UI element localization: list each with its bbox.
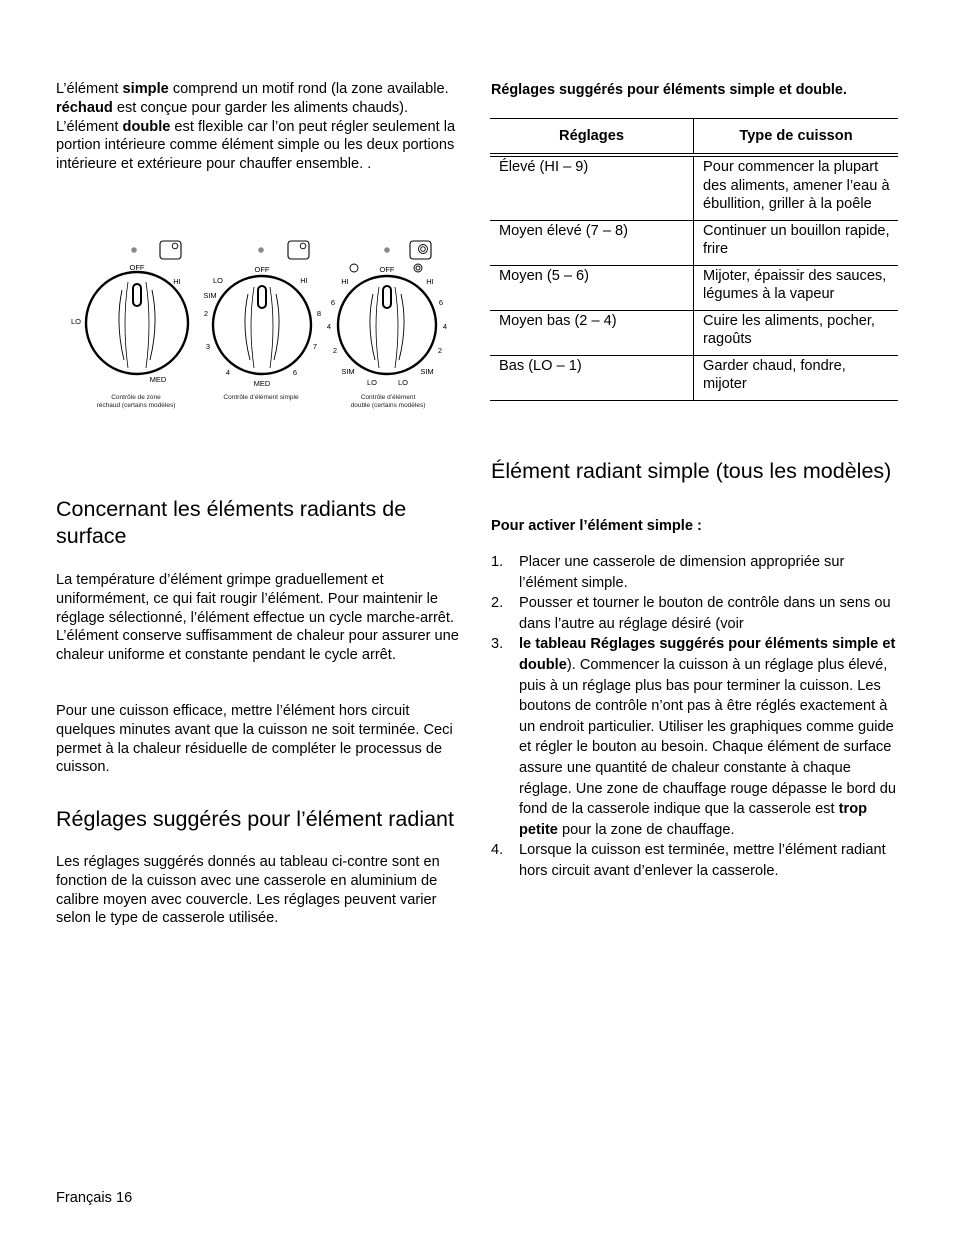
intro-text-3: est conçue pour garder les aliments chauds). L’élément bbox=[56, 99, 409, 135]
step-text-end: pour la zone de chauffage. bbox=[557, 821, 735, 838]
table-cell-cooking: Continuer un bouillon rapide, frire bbox=[694, 220, 899, 265]
step-number: 4. bbox=[491, 842, 504, 859]
knob1-lo-label: LO bbox=[70, 317, 82, 326]
knob3-off-label: OFF bbox=[379, 265, 395, 274]
knob3-2-left-label: 2 bbox=[332, 346, 338, 355]
knob-warming-zone bbox=[71, 241, 188, 384]
knob1-caption bbox=[66, 394, 206, 410]
knob3-lo-left-label: LO bbox=[366, 378, 378, 387]
knob3-lo-right-label: LO bbox=[397, 378, 409, 387]
knob1-caption-line2: réchaud (certains modèles) bbox=[96, 402, 176, 409]
table-cell-setting: Moyen bas (2 – 4) bbox=[490, 310, 694, 355]
table-header-settings: Réglages bbox=[490, 119, 694, 156]
step-number: 1. bbox=[491, 554, 504, 570]
section1-paragraph-2: Pour une cuisson efficace, mettre l’élément hors circuit quelques minutes avant que la cuisson ne soit terminée. Ceci permet à la chaleur résiduelle de compléter le processus de cuisson. bbox=[56, 703, 453, 776]
indicator-dot-icon bbox=[131, 247, 137, 253]
knob2-7-label: 7 bbox=[312, 342, 318, 351]
steps-list bbox=[491, 552, 897, 882]
knob3-2-right-label: 2 bbox=[437, 346, 443, 355]
intro-paragraph bbox=[56, 80, 468, 174]
knob3-caption-line2: double (certains modèles) bbox=[350, 402, 426, 409]
indicator-dot-icon bbox=[384, 247, 390, 253]
step-text: Pousser et tourner le bouton de contrôle dans un sens ou dans l’autre au réglage désiré (voir bbox=[519, 595, 891, 632]
knob3-4-left-label: 4 bbox=[326, 322, 332, 331]
knob2-sim-label: SIM bbox=[203, 291, 217, 300]
section-title-single-element: Élément radiant simple (tous les modèles) bbox=[491, 459, 892, 483]
table-cell-setting: Élevé (HI – 9) bbox=[490, 155, 694, 220]
step-bold-table-reference: le tableau Réglages suggérés pour éléments simple et double bbox=[519, 636, 896, 673]
single-zone-icon bbox=[350, 264, 358, 272]
knob3-hi-right-label: HI bbox=[426, 277, 434, 286]
step-number: 3. bbox=[491, 636, 504, 653]
table-cell-setting: Bas (LO – 1) bbox=[490, 355, 694, 400]
intro-text-1: L’élément bbox=[56, 81, 123, 97]
element-position-icon bbox=[288, 241, 309, 259]
list-item bbox=[491, 840, 897, 881]
page-footer: Français 16 bbox=[56, 1190, 133, 1206]
knob2-lo-label: LO bbox=[212, 276, 224, 285]
knob3-caption-line1: Contrôle d’élément bbox=[360, 394, 416, 401]
table-row bbox=[490, 310, 898, 355]
section2-paragraph: Les réglages suggérés donnés au tableau ci-contre sont en fonction de la cuisson avec une casserole en aluminium de calibre moyen avec couvercle. Les réglages peuvent varier selon le type de casserole utilisée. bbox=[56, 854, 440, 927]
knob2-6-label: 6 bbox=[292, 368, 298, 377]
list-item bbox=[491, 593, 897, 634]
knob2-med-label: MED bbox=[253, 379, 271, 388]
table-cell-setting: Moyen (5 – 6) bbox=[490, 265, 694, 310]
table-cell-cooking: Pour commencer la plupart des aliments, amener l’eau à ébullition, griller à la poêle bbox=[694, 155, 899, 220]
knob1-med-label: MED bbox=[149, 375, 167, 384]
table-cell-setting: Moyen élevé (7 – 8) bbox=[490, 220, 694, 265]
step-text: Lorsque la cuisson est terminée, mettre l’élément radiant hors circuit avant d’enlever la casserole. bbox=[519, 842, 886, 879]
table-header-row bbox=[490, 119, 898, 156]
knob1-hi-label: HI bbox=[173, 277, 181, 286]
list-item bbox=[491, 634, 897, 840]
step-text: Placer une casserole de dimension appropriée sur l’élément simple. bbox=[519, 554, 845, 591]
knob3-4-right-label: 4 bbox=[442, 322, 448, 331]
table-cell-cooking: Cuire les aliments, pocher, ragoûts bbox=[694, 310, 899, 355]
knob3-6-right-label: 6 bbox=[438, 298, 444, 307]
knob3-sim-right-label: SIM bbox=[420, 367, 434, 376]
table-row bbox=[490, 265, 898, 310]
knob2-caption bbox=[196, 394, 326, 402]
table-cell-cooking: Mijoter, épaissir des sauces, légumes à la vapeur bbox=[694, 265, 899, 310]
table-row bbox=[490, 155, 898, 220]
knob1-off-label: OFF bbox=[129, 263, 145, 272]
knob2-off-label: OFF bbox=[254, 265, 270, 274]
intro-text-4: est flexible car l’on peut régler seulement la portion intérieure comme élément simple ou les deux portions intérieure et extérieure pour chauffer ensemble. . bbox=[56, 118, 456, 173]
knob2-caption-line1: Contrôle d’élément simple bbox=[223, 394, 299, 401]
table-row bbox=[490, 355, 898, 400]
step-text: ). Commencer la cuisson à un réglage plus élevé, puis à un réglage plus bas pour terminer la cuisson. Les boutons de contrôle n’ont pas à être réglés exactement à un endroit particulier. Utiliser les graphiques comme guide et régler le bouton au besoin. Chaque élément de surface assure une quantité de chaleur constante à chaque réglage. Une zone de chauffage rouge dépasse le bord du fond de la casserole indique que la casserole est bbox=[519, 656, 897, 818]
element-position-icon bbox=[160, 241, 181, 259]
knob-single-element bbox=[203, 241, 321, 388]
table-row bbox=[490, 220, 898, 265]
section-title-radiant-elements: Concernant les éléments radiants de surface bbox=[56, 497, 407, 548]
step-number: 2. bbox=[491, 595, 504, 612]
intro-text-2: comprend un motif rond (la zone available. bbox=[168, 81, 449, 97]
knob3-hi-left-label: HI bbox=[341, 277, 349, 286]
knob2-8-label: 8 bbox=[316, 309, 322, 318]
control-knobs-illustration bbox=[60, 232, 460, 422]
knob-double-element bbox=[327, 241, 447, 387]
knob2-2-label: 2 bbox=[203, 309, 209, 318]
indicator-dot-icon bbox=[258, 247, 264, 253]
section1-paragraph-1: La température d’élément grimpe graduellement et uniformément, ce qui fait rougir l’élément. Pour maintenir le réglage sélectionné, l’élément effectue un cycle marche-arrêt. L’élément conserve suffisamment de chaleur pour assurer une chaleur uniforme et constante pendant le cycle arrêt. bbox=[56, 572, 459, 664]
step-bold-too-small: trop petite bbox=[519, 801, 868, 838]
knob1-caption-line1: Contrôle de zone bbox=[111, 394, 161, 401]
table-cell-cooking: Garder chaud, fondre, mijoter bbox=[694, 355, 899, 400]
intro-bold-rechaud: réchaud bbox=[56, 99, 113, 116]
section-title-suggested-settings: Réglages suggérés pour l’élément radiant bbox=[56, 807, 454, 831]
knob2-4-label: 4 bbox=[225, 368, 231, 377]
table-header-cooking-type: Type de cuisson bbox=[694, 119, 899, 156]
knob2-3-label: 3 bbox=[205, 342, 211, 351]
list-item bbox=[491, 552, 897, 593]
table-title: Réglages suggérés pour éléments simple et double. bbox=[491, 82, 847, 98]
settings-table bbox=[490, 118, 898, 401]
knob3-sim-left-label: SIM bbox=[341, 367, 355, 376]
knob2-hi-label: HI bbox=[300, 276, 308, 285]
knob3-caption bbox=[322, 394, 454, 410]
intro-bold-double: double bbox=[122, 118, 171, 135]
knob3-6-left-label: 6 bbox=[330, 298, 336, 307]
section3-subtitle: Pour activer l’élément simple : bbox=[491, 518, 702, 534]
intro-bold-simple: simple bbox=[122, 81, 169, 97]
